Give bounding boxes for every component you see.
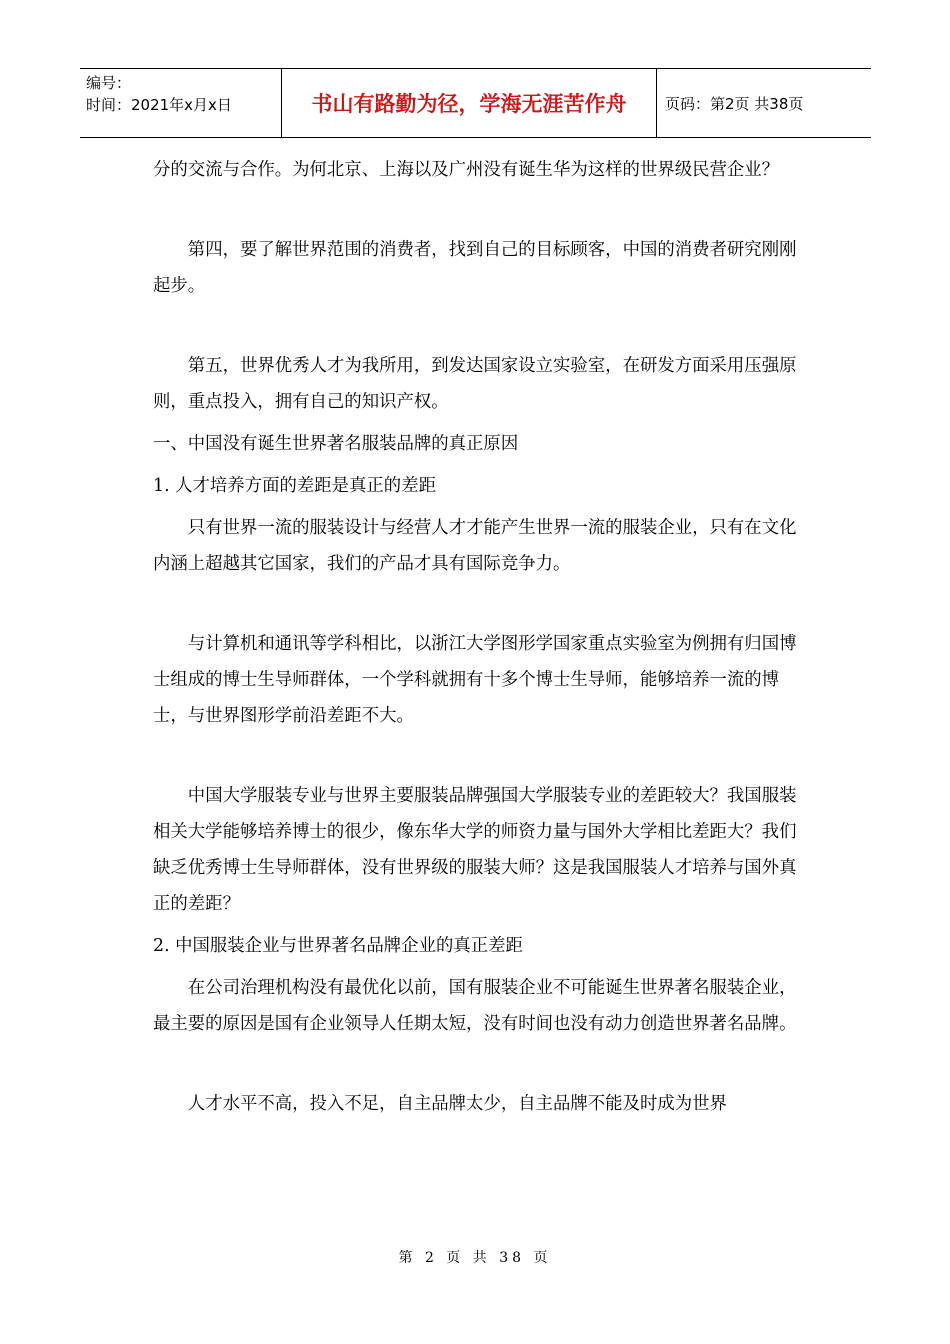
body-paragraph: 只有世界一流的服装设计与经营人才才能产生世界一流的服装企业，只有在文化内涵上超越其它国家，我们的产品才具有国际竞争力。: [153, 518, 797, 574]
body-paragraph: 在公司治理机构没有最优化以前，国有服装企业不可能诞生世界著名服装企业，最主要的原因是国有企业领导人任期太短，没有时间也没有动力创造世界著名品牌。: [153, 978, 797, 1034]
header-meta-cell: [80, 69, 282, 137]
body-paragraph: 分的交流与合作。为何北京、上海以及广州没有诞生华为这样的世界级民营企业？: [153, 160, 780, 180]
page-footer: 第 2 页 共 38 页: [398, 1250, 552, 1266]
document-time-label: 时间：2021年x月x日: [86, 96, 232, 114]
document-number-label: 编号：: [86, 74, 132, 92]
section-heading: 一、中国没有诞生世界著名服装品牌的真正原因: [153, 434, 519, 454]
subsection-heading: 2. 中国服装企业与世界著名品牌企业的真正差距: [153, 936, 523, 956]
subsection-heading: 1. 人才培养方面的差距是真正的差距: [153, 476, 436, 496]
header-page-cell: [657, 69, 871, 137]
body-paragraph: 第五，世界优秀人才为我所用，到发达国家设立实验室，在研发方面采用压强原则，重点投入，拥有自己的知识产权。: [153, 356, 797, 412]
header-motto: 书山有路勤为径，学海无涯苦作舟: [311, 92, 627, 116]
document-body: [153, 152, 798, 1122]
header-page-info: 页码：第2页 共38页: [665, 94, 804, 113]
body-paragraph: 与计算机和通讯等学科相比，以浙江大学图形学国家重点实验室为例拥有归国博士组成的博士生导师群体，一个学科就拥有十多个博士生导师，能够培养一流的博士，与世界图形学前沿差距不大。: [153, 634, 797, 726]
body-paragraph: 中国大学服装专业与世界主要服装品牌强国大学服装专业的差距较大？我国服装相关大学能够培养博士的很少，像东华大学的师资力量与国外大学相比差距大？我们缺乏优秀博士生导师群体，没有世界级的服装大师？这是我国服装人才培养与国外真正的差距？: [153, 786, 797, 914]
body-paragraph: 第四，要了解世界范围的消费者，找到自己的目标顾客，中国的消费者研究刚刚起步。: [153, 240, 797, 296]
body-paragraph: 人才水平不高，投入不足，自主品牌太少，自主品牌不能及时成为世界: [187, 1094, 727, 1114]
document-header: [80, 68, 871, 138]
header-motto-cell: [282, 69, 657, 137]
